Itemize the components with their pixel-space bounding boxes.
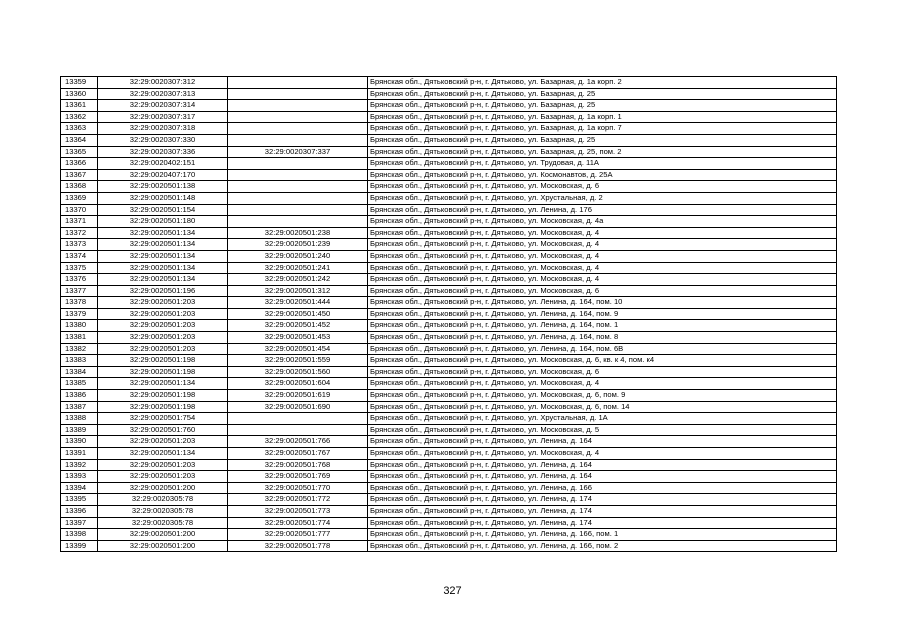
parent-cadastral-number-cell: 32:29:0020307:313 <box>98 88 228 100</box>
cadastral-number-cell: 32:29:0020501:238 <box>228 227 368 239</box>
table-row <box>61 540 837 552</box>
row-number-cell: 13378 <box>61 297 98 309</box>
parent-cadastral-number-cell: 32:29:0020305:78 <box>98 494 228 506</box>
parent-cadastral-number-cell: 32:29:0020501:203 <box>98 436 228 448</box>
address-cell: Брянская обл., Дятьковский р-н, г. Дятьково, ул. Ленина, д. 166 <box>368 482 837 494</box>
cadastral-number-cell: 32:29:0020307:337 <box>228 146 368 158</box>
address-cell: Брянская обл., Дятьковский р-н, г. Дятьково, ул. Московская, д. 6 <box>368 366 837 378</box>
table-row <box>61 274 837 286</box>
table-row <box>61 482 837 494</box>
cadastral-number-cell <box>228 134 368 146</box>
parent-cadastral-number-cell: 32:29:0020501:203 <box>98 471 228 483</box>
cadastral-number-cell: 32:29:0020501:453 <box>228 332 368 344</box>
address-cell: Брянская обл., Дятьковский р-н, г. Дятьково, ул. Ленина, д. 176 <box>368 204 837 216</box>
parent-cadastral-number-cell: 32:29:0020501:754 <box>98 413 228 425</box>
address-cell: Брянская обл., Дятьковский р-н, г. Дятьково, ул. Московская, д. 4 <box>368 448 837 460</box>
address-cell: Брянская обл., Дятьковский р-н, г. Дятьково, ул. Московская, д. 4 <box>368 262 837 274</box>
address-cell: Брянская обл., Дятьковский р-н, г. Дятьково, ул. Московская, д. 4 <box>368 378 837 390</box>
table-row <box>61 111 837 123</box>
cadastral-number-cell <box>228 204 368 216</box>
table-row <box>61 297 837 309</box>
cadastral-number-cell: 32:29:0020501:778 <box>228 540 368 552</box>
cadastral-number-cell <box>228 424 368 436</box>
row-number-cell: 13399 <box>61 540 98 552</box>
row-number-cell: 13389 <box>61 424 98 436</box>
address-cell: Брянская обл., Дятьковский р-н, г. Дятьково, ул. Трудовая, д. 11А <box>368 158 837 170</box>
cadastral-number-cell <box>228 169 368 181</box>
cadastral-number-cell: 32:29:0020501:766 <box>228 436 368 448</box>
parent-cadastral-number-cell: 32:29:0020501:198 <box>98 401 228 413</box>
parent-cadastral-number-cell: 32:29:0020501:134 <box>98 239 228 251</box>
cadastral-number-cell: 32:29:0020501:444 <box>228 297 368 309</box>
address-cell: Брянская обл., Дятьковский р-н, г. Дятьково, ул. Московская, д. 4 <box>368 227 837 239</box>
cadastral-number-cell: 32:29:0020501:769 <box>228 471 368 483</box>
cadastral-number-cell <box>228 111 368 123</box>
address-cell: Брянская обл., Дятьковский р-н, г. Дятьково, ул. Московская, д. 6, кв. к 4, пом. к4 <box>368 355 837 367</box>
parent-cadastral-number-cell: 32:29:0020307:314 <box>98 100 228 112</box>
row-number-cell: 13390 <box>61 436 98 448</box>
cadastral-number-cell <box>228 77 368 89</box>
parent-cadastral-number-cell: 32:29:0020501:196 <box>98 285 228 297</box>
address-cell: Брянская обл., Дятьковский р-н, г. Дятьково, ул. Ленина, д. 164 <box>368 436 837 448</box>
cadastral-number-cell: 32:29:0020501:454 <box>228 343 368 355</box>
row-number-cell: 13361 <box>61 100 98 112</box>
row-number-cell: 13363 <box>61 123 98 135</box>
table-row <box>61 320 837 332</box>
row-number-cell: 13359 <box>61 77 98 89</box>
row-number-cell: 13360 <box>61 88 98 100</box>
cadastral-number-cell <box>228 88 368 100</box>
row-number-cell: 13372 <box>61 227 98 239</box>
cadastral-number-cell: 32:29:0020501:559 <box>228 355 368 367</box>
address-cell: Брянская обл., Дятьковский р-н, г. Дятьково, ул. Базарная, д. 25, пом. 2 <box>368 146 837 158</box>
address-cell: Брянская обл., Дятьковский р-н, г. Дятьково, ул. Московская, д. 4 <box>368 239 837 251</box>
address-cell: Брянская обл., Дятьковский р-н, г. Дятьково, ул. Хрустальная, д. 1А <box>368 413 837 425</box>
cadastral-number-cell: 32:29:0020501:239 <box>228 239 368 251</box>
parent-cadastral-number-cell: 32:29:0020501:134 <box>98 262 228 274</box>
parent-cadastral-number-cell: 32:29:0020501:198 <box>98 366 228 378</box>
parent-cadastral-number-cell: 32:29:0020307:312 <box>98 77 228 89</box>
address-cell: Брянская обл., Дятьковский р-н, г. Дятьково, ул. Ленина, д. 174 <box>368 517 837 529</box>
row-number-cell: 13362 <box>61 111 98 123</box>
cadastral-number-cell: 32:29:0020501:774 <box>228 517 368 529</box>
cadastral-number-cell: 32:29:0020501:767 <box>228 448 368 460</box>
row-number-cell: 13381 <box>61 332 98 344</box>
table-row <box>61 192 837 204</box>
table-row <box>61 505 837 517</box>
parent-cadastral-number-cell: 32:29:0020307:336 <box>98 146 228 158</box>
table-row <box>61 355 837 367</box>
row-number-cell: 13387 <box>61 401 98 413</box>
row-number-cell: 13385 <box>61 378 98 390</box>
parent-cadastral-number-cell: 32:29:0020305:78 <box>98 505 228 517</box>
address-cell: Брянская обл., Дятьковский р-н, г. Дятьково, ул. Московская, д. 4а <box>368 216 837 228</box>
row-number-cell: 13373 <box>61 239 98 251</box>
parent-cadastral-number-cell: 32:29:0020501:198 <box>98 390 228 402</box>
cadastral-number-cell: 32:29:0020501:312 <box>228 285 368 297</box>
parent-cadastral-number-cell: 32:29:0020307:330 <box>98 134 228 146</box>
table-row <box>61 204 837 216</box>
address-cell: Брянская обл., Дятьковский р-н, г. Дятьково, ул. Базарная, д. 25 <box>368 100 837 112</box>
row-number-cell: 13384 <box>61 366 98 378</box>
table-row <box>61 424 837 436</box>
address-cell: Брянская обл., Дятьковский р-н, г. Дятьково, ул. Ленина, д. 164 <box>368 459 837 471</box>
table-row <box>61 169 837 181</box>
row-number-cell: 13395 <box>61 494 98 506</box>
parent-cadastral-number-cell: 32:29:0020501:203 <box>98 343 228 355</box>
cadastral-number-cell <box>228 100 368 112</box>
table-row <box>61 216 837 228</box>
cadastral-number-cell <box>228 123 368 135</box>
table-row <box>61 308 837 320</box>
parent-cadastral-number-cell: 32:29:0020501:134 <box>98 227 228 239</box>
table-row <box>61 227 837 239</box>
address-cell: Брянская обл., Дятьковский р-н, г. Дятьково, ул. Ленина, д. 166, пом. 1 <box>368 529 837 541</box>
parent-cadastral-number-cell: 32:29:0020402:151 <box>98 158 228 170</box>
parent-cadastral-number-cell: 32:29:0020501:203 <box>98 308 228 320</box>
cadastral-number-cell <box>228 216 368 228</box>
register-table <box>60 76 837 552</box>
address-cell: Брянская обл., Дятьковский р-н, г. Дятьково, ул. Московская, д. 6, пом. 14 <box>368 401 837 413</box>
parent-cadastral-number-cell: 32:29:0020501:200 <box>98 482 228 494</box>
cadastral-number-cell <box>228 413 368 425</box>
row-number-cell: 13379 <box>61 308 98 320</box>
parent-cadastral-number-cell: 32:29:0020501:134 <box>98 274 228 286</box>
row-number-cell: 13374 <box>61 250 98 262</box>
cadastral-number-cell: 32:29:0020501:768 <box>228 459 368 471</box>
parent-cadastral-number-cell: 32:29:0020501:138 <box>98 181 228 193</box>
cadastral-number-cell: 32:29:0020501:450 <box>228 308 368 320</box>
row-number-cell: 13367 <box>61 169 98 181</box>
address-cell: Брянская обл., Дятьковский р-н, г. Дятьково, ул. Ленина, д. 164, пом. 1 <box>368 320 837 332</box>
parent-cadastral-number-cell: 32:29:0020501:200 <box>98 529 228 541</box>
parent-cadastral-number-cell: 32:29:0020305:78 <box>98 517 228 529</box>
table-row <box>61 158 837 170</box>
address-cell: Брянская обл., Дятьковский р-н, г. Дятьково, ул. Ленина, д. 164 <box>368 471 837 483</box>
address-cell: Брянская обл., Дятьковский р-н, г. Дятьково, ул. Ленина, д. 164, пом. 6В <box>368 343 837 355</box>
table-row <box>61 134 837 146</box>
parent-cadastral-number-cell: 32:29:0020501:203 <box>98 297 228 309</box>
parent-cadastral-number-cell: 32:29:0020407:170 <box>98 169 228 181</box>
row-number-cell: 13371 <box>61 216 98 228</box>
row-number-cell: 13364 <box>61 134 98 146</box>
cadastral-number-cell: 32:29:0020501:773 <box>228 505 368 517</box>
parent-cadastral-number-cell: 32:29:0020501:148 <box>98 192 228 204</box>
table-row <box>61 250 837 262</box>
table-row <box>61 262 837 274</box>
table-row <box>61 517 837 529</box>
table-row <box>61 181 837 193</box>
table-row <box>61 146 837 158</box>
row-number-cell: 13380 <box>61 320 98 332</box>
cadastral-number-cell: 32:29:0020501:240 <box>228 250 368 262</box>
address-cell: Брянская обл., Дятьковский р-н, г. Дятьково, ул. Ленина, д. 164, пом. 8 <box>368 332 837 344</box>
cadastral-number-cell: 32:29:0020501:241 <box>228 262 368 274</box>
cadastral-number-cell: 32:29:0020501:619 <box>228 390 368 402</box>
row-number-cell: 13382 <box>61 343 98 355</box>
parent-cadastral-number-cell: 32:29:0020501:154 <box>98 204 228 216</box>
parent-cadastral-number-cell: 32:29:0020501:203 <box>98 320 228 332</box>
cadastral-number-cell: 32:29:0020501:242 <box>228 274 368 286</box>
register-table-body <box>61 77 837 552</box>
cadastral-number-cell: 32:29:0020501:770 <box>228 482 368 494</box>
table-row <box>61 343 837 355</box>
parent-cadastral-number-cell: 32:29:0020501:134 <box>98 250 228 262</box>
address-cell: Брянская обл., Дятьковский р-н, г. Дятьково, ул. Ленина, д. 164, пом. 9 <box>368 308 837 320</box>
row-number-cell: 13375 <box>61 262 98 274</box>
table-row <box>61 529 837 541</box>
parent-cadastral-number-cell: 32:29:0020307:317 <box>98 111 228 123</box>
table-row <box>61 366 837 378</box>
table-row <box>61 436 837 448</box>
parent-cadastral-number-cell: 32:29:0020501:203 <box>98 459 228 471</box>
cadastral-number-cell: 32:29:0020501:690 <box>228 401 368 413</box>
table-row <box>61 401 837 413</box>
row-number-cell: 13397 <box>61 517 98 529</box>
address-cell: Брянская обл., Дятьковский р-н, г. Дятьково, ул. Хрустальная, д. 2 <box>368 192 837 204</box>
row-number-cell: 13394 <box>61 482 98 494</box>
row-number-cell: 13396 <box>61 505 98 517</box>
table-row <box>61 378 837 390</box>
table-row <box>61 123 837 135</box>
row-number-cell: 13366 <box>61 158 98 170</box>
table-row <box>61 100 837 112</box>
table-row <box>61 448 837 460</box>
table-row <box>61 494 837 506</box>
row-number-cell: 13376 <box>61 274 98 286</box>
address-cell: Брянская обл., Дятьковский р-н, г. Дятьково, ул. Московская, д. 5 <box>368 424 837 436</box>
parent-cadastral-number-cell: 32:29:0020307:318 <box>98 123 228 135</box>
row-number-cell: 13368 <box>61 181 98 193</box>
parent-cadastral-number-cell: 32:29:0020501:760 <box>98 424 228 436</box>
address-cell: Брянская обл., Дятьковский р-н, г. Дятьково, ул. Ленина, д. 174 <box>368 505 837 517</box>
row-number-cell: 13393 <box>61 471 98 483</box>
parent-cadastral-number-cell: 32:29:0020501:200 <box>98 540 228 552</box>
address-cell: Брянская обл., Дятьковский р-н, г. Дятьково, ул. Космонавтов, д. 25А <box>368 169 837 181</box>
row-number-cell: 13398 <box>61 529 98 541</box>
address-cell: Брянская обл., Дятьковский р-н, г. Дятьково, ул. Московская, д. 6 <box>368 285 837 297</box>
address-cell: Брянская обл., Дятьковский р-н, г. Дятьково, ул. Базарная, д. 1а корп. 1 <box>368 111 837 123</box>
address-cell: Брянская обл., Дятьковский р-н, г. Дятьково, ул. Базарная, д. 1а корп. 2 <box>368 77 837 89</box>
row-number-cell: 13386 <box>61 390 98 402</box>
address-cell: Брянская обл., Дятьковский р-н, г. Дятьково, ул. Базарная, д. 25 <box>368 88 837 100</box>
table-row <box>61 332 837 344</box>
row-number-cell: 13388 <box>61 413 98 425</box>
row-number-cell: 13392 <box>61 459 98 471</box>
address-cell: Брянская обл., Дятьковский р-н, г. Дятьково, ул. Московская, д. 4 <box>368 274 837 286</box>
table-row <box>61 88 837 100</box>
table-row <box>61 239 837 251</box>
row-number-cell: 13369 <box>61 192 98 204</box>
parent-cadastral-number-cell: 32:29:0020501:134 <box>98 378 228 390</box>
address-cell: Брянская обл., Дятьковский р-н, г. Дятьково, ул. Московская, д. 6, пом. 9 <box>368 390 837 402</box>
parent-cadastral-number-cell: 32:29:0020501:134 <box>98 448 228 460</box>
parent-cadastral-number-cell: 32:29:0020501:180 <box>98 216 228 228</box>
table-row <box>61 471 837 483</box>
cadastral-number-cell: 32:29:0020501:452 <box>228 320 368 332</box>
row-number-cell: 13383 <box>61 355 98 367</box>
address-cell: Брянская обл., Дятьковский р-н, г. Дятьково, ул. Ленина, д. 166, пом. 2 <box>368 540 837 552</box>
cadastral-number-cell: 32:29:0020501:772 <box>228 494 368 506</box>
row-number-cell: 13391 <box>61 448 98 460</box>
address-cell: Брянская обл., Дятьковский р-н, г. Дятьково, ул. Московская, д. 6 <box>368 181 837 193</box>
address-cell: Брянская обл., Дятьковский р-н, г. Дятьково, ул. Базарная, д. 25 <box>368 134 837 146</box>
table-row <box>61 459 837 471</box>
row-number-cell: 13370 <box>61 204 98 216</box>
table-row <box>61 390 837 402</box>
table-row <box>61 413 837 425</box>
table-row <box>61 77 837 89</box>
cadastral-number-cell <box>228 192 368 204</box>
cadastral-number-cell: 32:29:0020501:604 <box>228 378 368 390</box>
address-cell: Брянская обл., Дятьковский р-н, г. Дятьково, ул. Ленина, д. 174 <box>368 494 837 506</box>
row-number-cell: 13365 <box>61 146 98 158</box>
address-cell: Брянская обл., Дятьковский р-н, г. Дятьково, ул. Московская, д. 4 <box>368 250 837 262</box>
page-number: 327 <box>443 585 462 597</box>
cadastral-number-cell <box>228 158 368 170</box>
address-cell: Брянская обл., Дятьковский р-н, г. Дятьково, ул. Базарная, д. 1а корп. 7 <box>368 123 837 135</box>
cadastral-number-cell: 32:29:0020501:777 <box>228 529 368 541</box>
parent-cadastral-number-cell: 32:29:0020501:198 <box>98 355 228 367</box>
cadastral-number-cell: 32:29:0020501:560 <box>228 366 368 378</box>
address-cell: Брянская обл., Дятьковский р-н, г. Дятьково, ул. Ленина, д. 164, пом. 10 <box>368 297 837 309</box>
parent-cadastral-number-cell: 32:29:0020501:203 <box>98 332 228 344</box>
table-row <box>61 285 837 297</box>
row-number-cell: 13377 <box>61 285 98 297</box>
cadastral-number-cell <box>228 181 368 193</box>
